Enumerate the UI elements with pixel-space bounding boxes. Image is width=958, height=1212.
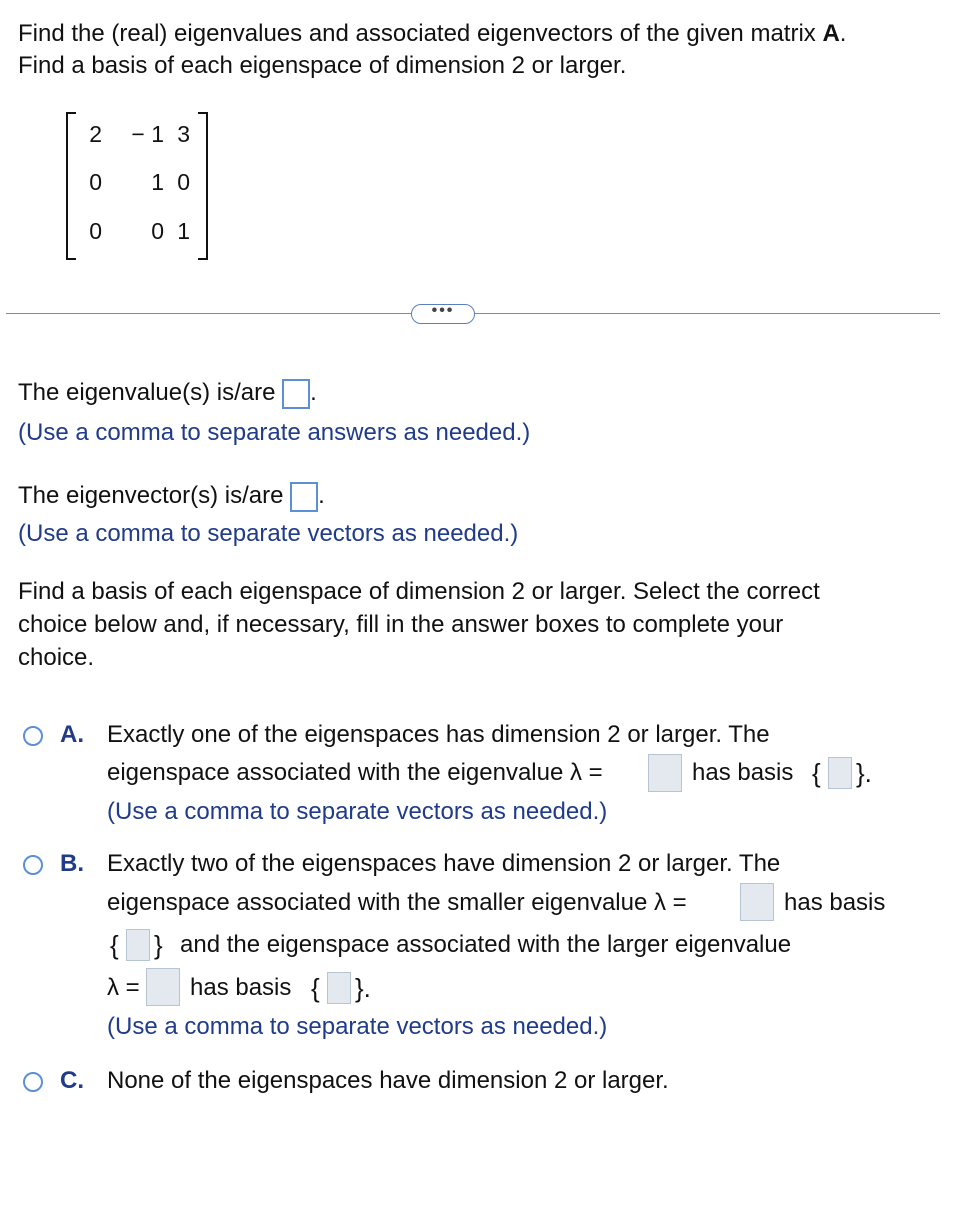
option-b-has-basis-2: has basis — [190, 974, 292, 1001]
option-b-line-2: eigenspace associated with the smaller eigenvalue λ = — [107, 889, 687, 916]
option-c-radio[interactable] — [23, 1072, 43, 1092]
matrix-cell: 0 — [151, 218, 164, 244]
option-a-letter: A. — [60, 721, 84, 748]
option-b-hint: (Use a comma to separate vectors as needed.) — [107, 1013, 608, 1040]
question-line-2: Find a basis of each eigenspace of dimension 2 or larger. — [18, 52, 627, 79]
option-a-line-2: eigenspace associated with the eigenvalue λ = — [107, 759, 603, 786]
option-b-larger-basis-box[interactable] — [327, 972, 351, 1004]
option-a-has-basis: has basis — [692, 759, 794, 786]
option-b-smaller-basis-box[interactable] — [126, 929, 150, 961]
basis-prompt-line-1: Find a basis of each eigenspace of dimension 2 or larger. Select the correct — [18, 578, 820, 605]
matrix-cell: 1 — [151, 169, 164, 195]
option-a-hint: (Use a comma to separate vectors as needed.) — [107, 798, 608, 825]
option-a-open-brace: { — [812, 758, 821, 788]
option-a-eigenvalue-box[interactable] — [648, 754, 682, 792]
option-a-close-brace: }. — [856, 758, 872, 788]
matrix-cell: 2 — [89, 121, 102, 147]
option-a-line-1: Exactly one of the eigenspaces has dimension 2 or larger. The — [107, 721, 770, 748]
option-b-close-brace: } — [154, 930, 163, 960]
more-button[interactable]: ••• — [411, 304, 475, 324]
basis-prompt-line-3: choice. — [18, 644, 95, 671]
option-b-close-brace-2: }. — [355, 973, 371, 1003]
eigenvalue-answer-box[interactable] — [282, 379, 310, 409]
matrix-A — [66, 112, 208, 260]
matrix-cell: 3 — [177, 121, 190, 147]
eigenvector-prompt: The eigenvector(s) is/are . — [18, 480, 325, 512]
option-c-letter: C. — [60, 1067, 84, 1094]
option-b-has-basis: has basis — [784, 889, 886, 916]
eigenvalue-hint: (Use a comma to separate answers as needed.) — [18, 419, 531, 446]
option-a-radio[interactable] — [23, 726, 43, 746]
option-b-line-3: and the eigenspace associated with the larger eigenvalue — [180, 931, 792, 958]
option-b-larger-eigenvalue-box[interactable] — [146, 968, 180, 1006]
option-a-basis-box[interactable] — [828, 757, 852, 789]
matrix-cell: − 1 — [131, 121, 164, 147]
option-b-open-brace: { — [110, 930, 119, 960]
matrix-right-bracket — [198, 112, 208, 260]
option-b-open-brace-2: { — [311, 973, 320, 1003]
option-b-smaller-eigenvalue-box[interactable] — [740, 883, 774, 921]
option-b-letter: B. — [60, 850, 84, 877]
option-b-lambda-label: λ = — [107, 974, 140, 1001]
option-b-line-1: Exactly two of the eigenspaces have dimension 2 or larger. The — [107, 850, 781, 877]
option-b-radio[interactable] — [23, 855, 43, 875]
eigenvector-answer-box[interactable] — [290, 482, 318, 512]
question-line-1: Find the (real) eigenvalues and associated eigenvectors of the given matrix A. — [18, 20, 847, 47]
basis-prompt-line-2: choice below and, if necessary, fill in the answer boxes to complete your — [18, 611, 784, 638]
option-c-text: None of the eigenspaces have dimension 2 or larger. — [107, 1067, 669, 1094]
matrix-cell: 1 — [177, 218, 190, 244]
eigenvalue-prompt: The eigenvalue(s) is/are . — [18, 377, 317, 409]
matrix-cell: 0 — [89, 169, 102, 195]
matrix-cell: 0 — [177, 169, 190, 195]
matrix-name: A — [822, 20, 840, 47]
matrix-cell: 0 — [89, 218, 102, 244]
eigenvector-hint: (Use a comma to separate vectors as needed.) — [18, 520, 519, 547]
